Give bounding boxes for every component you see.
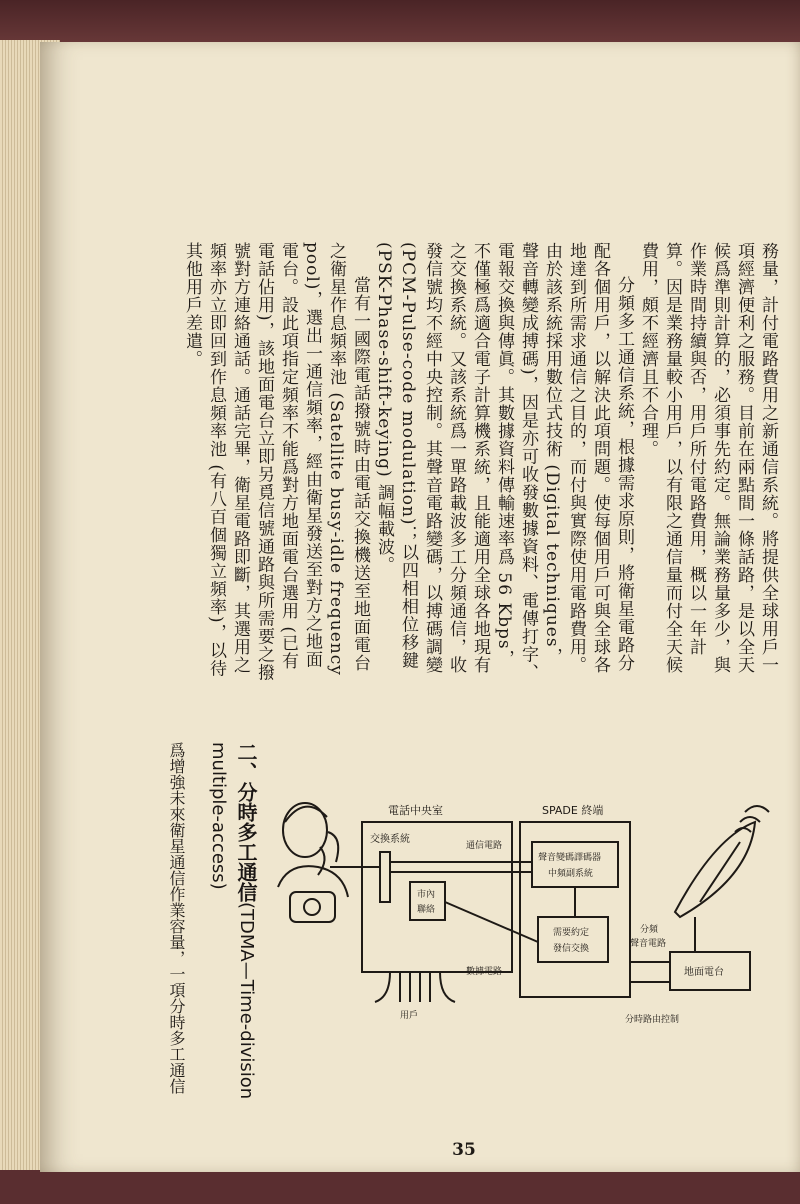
local-contact-label-2: 聯絡 [417,905,436,915]
demand-assign-label-2: 發信交換 [553,944,590,954]
satellite-dish-icon [675,806,769,952]
earth-station-label: 地面電台 [684,967,724,978]
codec-label-1: 聲音變碼譯碼器 [538,853,602,863]
paragraph-3: 當有一國際電話撥號時由電話交換機送至地面電台之衛星作息頻率池 (Satellite busy-idle frequency pool)，選出一通信頻率，經由衛星發送至對方之地面電台。設此項指定頻率不能爲對方地面電台選用 (已有電話佔用)，該地面電台立即另覓信號通路與所需要之撥號對方連絡通話。通話完畢，衛星電路即斷，其選用之頻率亦立即回到作息頻率池 (有八百個獨立頻率)，以待其他用戶差遣。 [182,242,370,682]
section-heading-latin: (TDMA—Time-division multiple-access) [208,742,257,1100]
codec-box [532,842,618,887]
spade-diagram [270,792,770,1032]
demand-assign-label-1: 需要約定 [553,928,590,938]
demand-assign-box [538,917,608,962]
page-number: 35 [452,1140,476,1160]
exchange-switch-icon [380,852,390,902]
fdm-label-2: 聲音電路 [630,939,667,949]
book-cover-edge [0,0,800,48]
book-page [40,42,800,1172]
fdm-label-1: 分頻 [640,925,659,935]
section-heading [200,742,260,1112]
comm-circuit-label: 通信電路 [466,841,503,851]
paragraph-2: 分頻多工通信系統，根據需求原則，將衛星電路分配各個用戶，以解決此項問題。使每個用戶可與全球各地達到所需求通信之目的，而付與實際使用電路費用。由於該系統採用數位式技術 (Digital techniques，聲音轉變成搏碼)，因是亦可收發數據資料、電傳打字、電報交換與傳眞。其數據資料傳輸速率爲 56 Kbps，不僅極爲適合電子計算機系統，且能適用全球各地現有之交換系統。又該系統爲一單路載波多工分頻通信，收發信號均不經中央控制。其聲音電路變碼，以搏碼調變 (PCM-Pulse-code modulation)；以四相相位移鍵 (PSK-Phase-shift-keying) 調幅載波。 [374,242,634,682]
users-label: 用戶 [400,1011,419,1021]
vertical-text-block [182,242,780,682]
exchange-system-label: 交換系統 [370,834,410,845]
central-office-label: 電話中央室 [388,804,443,817]
local-contact-label-1: 市內 [417,890,436,900]
paragraph-1: 務量，計付電路費用之新通信系統。將提供全球用戶一項經濟便利之服務。目前在兩點間一條話路，是以全天候爲準則計算的，必須事先約定。無論業務量多少，與作業時間持續與否，用戶所付電路費用，概以一年計算。因是業務量較小用戶，以有限之通信量而付全天候費用，頗不經濟且不合理。 [638,242,778,674]
section-heading-title: 二、分時多工通信 [234,742,258,902]
codec-label-2: 中頻副系統 [548,869,594,879]
tdm-control-label: 分時路由控制 [625,1015,680,1025]
data-circuit-label: 數據電路 [466,967,503,977]
telephone-user-illustration [278,803,348,922]
spade-terminal-label: SPADE 終端 [542,804,604,817]
section-body-text: 爲增強未來衛星通信作業容量，一項分時多工通信 [167,742,186,1094]
